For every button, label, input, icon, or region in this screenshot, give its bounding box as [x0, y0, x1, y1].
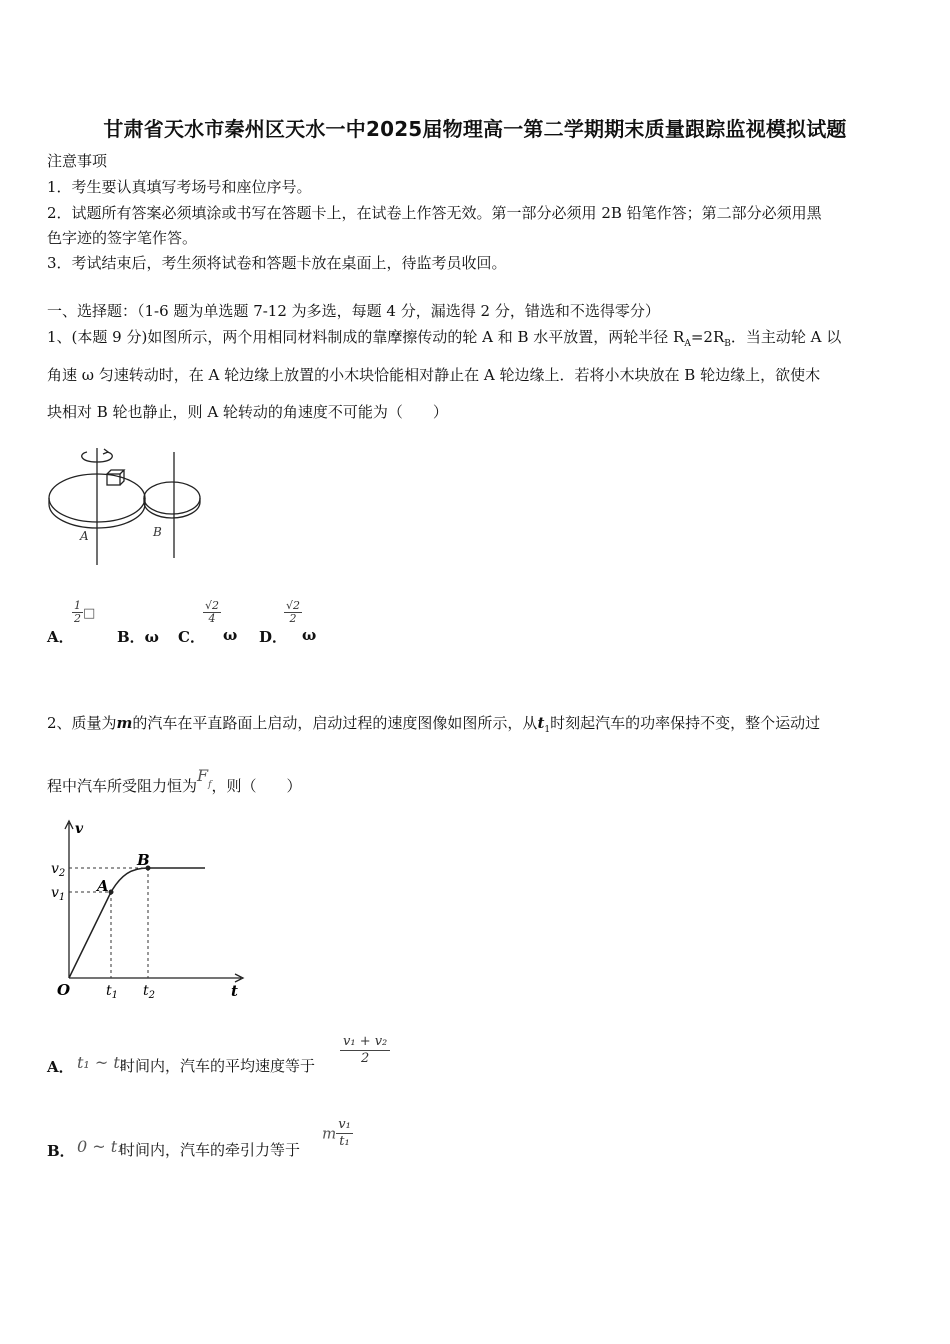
q2-option-a-text: 时间内，汽车的平均速度等于 [120, 1057, 316, 1075]
q1-option-d-label[interactable]: D． [259, 628, 288, 646]
q2-line-1-part-b: 的汽车在平直路面上启动，启动过程的速度图像如图所示，从 [132, 714, 538, 732]
q1-option-a-den: 2 [74, 612, 81, 625]
point-a-dot [109, 890, 114, 895]
v-axis-label: v [75, 821, 84, 837]
q1-option-c-fraction [203, 600, 221, 625]
q2-t1-sub: 1 [544, 725, 551, 735]
page-title: 甘肃省天水市秦州区天水一中2025届物理高一第二学期期末质量跟踪监视模拟试题 [103, 117, 847, 141]
q2-option-a-fraction [340, 1034, 390, 1067]
velocity-curve [69, 868, 205, 978]
q1-option-c-num: √2 [205, 599, 220, 612]
v1-label-sub: 1 [58, 892, 66, 903]
q1-sub-a: A [684, 339, 691, 349]
q1-option-c-den: 4 [208, 612, 216, 625]
notice-item-3: 3．考试结束后，考生须将试卷和答题卡放在桌面上，待监考员收回。 [47, 254, 507, 272]
t-axis-label: t [231, 982, 238, 1000]
q2-option-b-den: t₁ [339, 1134, 350, 1149]
v2-label-main: v [51, 861, 59, 877]
notice-heading: 注意事项 [47, 152, 108, 170]
t2-label-main: t [143, 983, 149, 999]
q1-option-d-omega: ω [302, 626, 317, 644]
q2-mass-symbol: m [116, 714, 133, 732]
t2-label [143, 983, 155, 1001]
q2-option-b-num: v₁ [338, 1117, 351, 1132]
q1-option-b[interactable]: B．ω [117, 628, 159, 646]
q2-option-b-mass: m [322, 1124, 337, 1143]
q1-line-1-part-c: ．当主动轮 A 以 [730, 328, 842, 346]
v1-label [51, 885, 65, 903]
q2-option-a-label[interactable]: A． [47, 1058, 74, 1076]
q1-option-c-label[interactable]: C． [178, 628, 205, 646]
q2-line-2-part-b: ，则（ ） [211, 777, 302, 795]
q1-line-2: 角速 ω 匀速转动时，在 A 轮边缘上放置的小木块恰能相对静止在 A 轮边缘上．若将小木块放在 B 轮边缘上，欲使木 [47, 366, 821, 384]
q2-option-b-expression [322, 1117, 353, 1150]
q1-option-d-num: √2 [286, 599, 301, 612]
q2-ff-sub: f [208, 780, 212, 790]
q1-option-d-fraction [284, 600, 302, 625]
wheel-b-label: B [153, 525, 162, 539]
wheel-b [144, 482, 200, 514]
q2-t1-symbol: t [537, 714, 545, 732]
t1-label [106, 983, 118, 1001]
q2-line-1-part-c: 时刻起汽车的功率保持不变，整个运动过 [550, 714, 821, 732]
q1-line-3: 块相对 B 轮也静止，则 A 轮转动的角速度不可能为（ ） [47, 403, 448, 421]
q1-option-d-den: 2 [289, 612, 297, 625]
q1-option-a-label[interactable]: A． [47, 628, 74, 646]
q2-line-2 [47, 766, 302, 803]
q2-option-a-range: t₁ ~ t₂ [77, 1053, 127, 1072]
notice-item-2-line-1: 2．试题所有答案必须填涂或书写在答题卡上，在试卷上作答无效。第一部分必须用 2B 铅笔作答；第二部分必须用黑 [47, 204, 822, 222]
q2-option-b-range: 0 ~ t₁ [77, 1137, 124, 1156]
notice-item-1: 1．考生要认真填写考场号和座位序号。 [47, 178, 312, 196]
notice-item-2-line-2: 色字迹的签字笔作答。 [47, 229, 198, 247]
q2-option-b-text: 时间内，汽车的牵引力等于 [120, 1141, 301, 1159]
wheel-a-label: A [80, 529, 89, 543]
q1-option-c-omega: ω [223, 626, 238, 644]
q1-line-1 [47, 327, 841, 354]
v1-label-main: v [51, 885, 59, 901]
q2-option-a-num: v₁ + v₂ [340, 1034, 390, 1051]
point-a-label: A [97, 877, 109, 895]
q2-option-a-den: 2 [361, 1051, 370, 1066]
q1-line-1-part-a: 1、(本题 9 分)如图所示，两个用相同材料制成的靠摩擦传动的轮 A 和 B 水平放置，两轮半径 R [47, 328, 685, 346]
t2-label-sub: 2 [148, 990, 156, 1001]
q1-line-1-part-b: =2R [690, 328, 725, 346]
q1-option-a-fraction [72, 600, 95, 625]
t1-label-main: t [106, 983, 112, 999]
section-heading: 一、选择题：（1-6 题为单选题 7-12 为多选，每题 4 分，漏选得 2 分，错选和不选得零分） [47, 302, 660, 320]
q2-option-b-label[interactable]: B． [47, 1142, 75, 1160]
q2-line-2-part-a: 程中汽车所受阻力恒为 [47, 777, 198, 795]
q2-velocity-graph [45, 815, 255, 1005]
q1-wheels-figure [40, 440, 220, 575]
v2-label-sub: 2 [58, 868, 66, 879]
origin-label: O [57, 981, 71, 999]
q1-option-a-box: □ [83, 606, 96, 621]
q2-ff-symbol: F [197, 766, 209, 785]
q2-line-1-part-a: 2、质量为 [47, 714, 117, 732]
t1-label-sub: 1 [111, 990, 119, 1001]
q2-line-1 [47, 713, 820, 740]
q1-sub-b: B [724, 339, 731, 349]
point-b-label: B [137, 851, 150, 869]
q1-option-a-num: 1 [74, 599, 81, 612]
v2-label [51, 861, 65, 879]
